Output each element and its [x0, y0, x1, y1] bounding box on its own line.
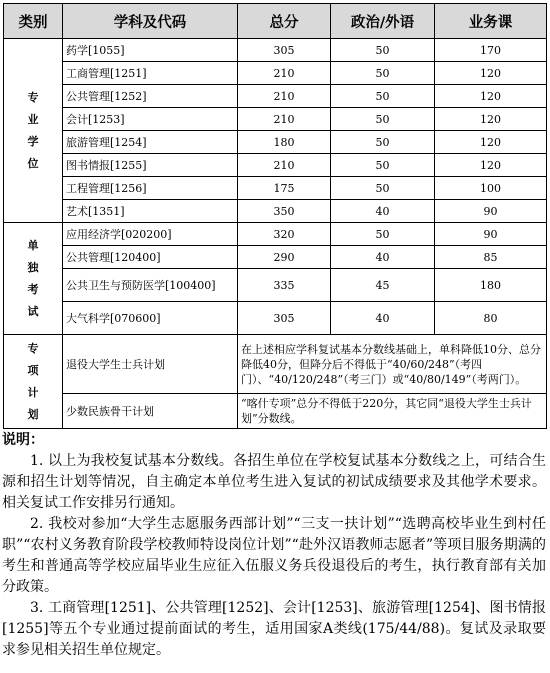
total-cell: 305	[238, 39, 331, 62]
total-cell: 210	[238, 154, 331, 177]
major-cell: 170	[435, 39, 547, 62]
politics-cell: 50	[331, 62, 435, 85]
table-row	[4, 131, 547, 154]
subject-cell: 退役大学生士兵计划	[63, 335, 238, 394]
explanation-heading: 说明：	[2, 432, 44, 448]
total-cell: 180	[238, 131, 331, 154]
table-row	[4, 62, 547, 85]
table-row	[4, 39, 547, 62]
total-cell: 335	[238, 269, 331, 302]
major-cell: 120	[435, 131, 547, 154]
major-cell: 120	[435, 62, 547, 85]
table-row	[4, 154, 547, 177]
table-row	[4, 223, 547, 246]
total-cell: 305	[238, 302, 331, 335]
category-label: 专项计划	[27, 341, 39, 421]
subject-cell: 会计[1253]	[63, 108, 238, 131]
subject-cell: 工商管理[1251]	[63, 62, 238, 85]
table-row	[4, 85, 547, 108]
subject-cell: 应用经济学[020200]	[63, 223, 238, 246]
total-cell: 210	[238, 62, 331, 85]
explanation-item: 1. 以上为我校复试基本分数线。各招生单位在学校复试基本分数线之上，可结合生源和招生计划等情况，自主确定本单位考生进入复试的初试成绩要求及其他学术要求。相关复试工作安排另行通知。	[2, 453, 546, 511]
subject-cell: 图书情报[1255]	[63, 154, 238, 177]
subject-cell: 公共卫生与预防医学[100400]	[63, 269, 238, 302]
major-cell: 90	[435, 223, 547, 246]
explanation-item: 2. 我校对参加“大学生志愿服务西部计划”“三支一扶计划”“选聘高校毕业生到村任职”“农村义务教育阶段学校教师特设岗位计划”“赴外汉语教师志愿者”等项目服务期满的考生和普通高等学校应届毕业生应征入伍服义务兵役退役后的考生，执行教育部有关加分政策。	[2, 516, 546, 595]
total-cell: 350	[238, 200, 331, 223]
major-cell: 120	[435, 154, 547, 177]
explanation-item: 3. 工商管理[1251]、公共管理[1252]、会计[1253]、旅游管理[1254]、图书情报[1255]等五个专业通过提前面试的考生，适用国家A类线(175/44/88)。复试及录取要求参见相关招生单位规定。	[2, 600, 546, 658]
subject-cell: 公共管理[120400]	[63, 246, 238, 269]
politics-cell: 50	[331, 108, 435, 131]
category-label: 单独考试	[27, 238, 39, 318]
category-professional-degree	[4, 39, 63, 223]
major-cell: 80	[435, 302, 547, 335]
politics-cell: 50	[331, 85, 435, 108]
politics-cell: 40	[331, 246, 435, 269]
major-cell: 120	[435, 85, 547, 108]
subject-cell: 少数民族骨干计划	[63, 394, 238, 429]
politics-cell: 40	[331, 200, 435, 223]
total-cell: 290	[238, 246, 331, 269]
subject-cell: 艺术[1351]	[63, 200, 238, 223]
table-row	[4, 269, 547, 302]
category-label: 专业学位	[27, 90, 39, 170]
header-subject: 学科及代码	[63, 4, 238, 39]
table-row	[4, 246, 547, 269]
table-row	[4, 394, 547, 429]
policy-note-cell: “喀什专项”总分不得低于220分，其它同“退役大学生士兵计划”分数线。	[238, 394, 547, 429]
major-cell: 85	[435, 246, 547, 269]
policy-note-cell: 在上述相应学科复试基本分数线基础上，单科降低10分、总分降低40分，但降分后不得低于“40/60/248”（考四门）、“40/120/248”（考三门）或“40/80/149”（考两门）。	[238, 335, 547, 394]
politics-cell: 50	[331, 39, 435, 62]
table-row	[4, 108, 547, 131]
category-special-plan	[4, 335, 63, 429]
major-cell: 120	[435, 108, 547, 131]
major-cell: 90	[435, 200, 547, 223]
header-politics-language: 政治/外语	[331, 4, 435, 39]
major-cell: 180	[435, 269, 547, 302]
subject-cell: 药学[1055]	[63, 39, 238, 62]
category-separate-exam	[4, 223, 63, 335]
table-header-row	[4, 4, 547, 39]
major-cell: 100	[435, 177, 547, 200]
politics-cell: 50	[331, 154, 435, 177]
table-row	[4, 200, 547, 223]
politics-cell: 40	[331, 302, 435, 335]
total-cell: 210	[238, 85, 331, 108]
politics-cell: 50	[331, 131, 435, 154]
subject-cell: 工程管理[1256]	[63, 177, 238, 200]
politics-cell: 50	[331, 223, 435, 246]
table-row	[4, 177, 547, 200]
subject-cell: 大气科学[070600]	[63, 302, 238, 335]
header-category: 类别	[4, 4, 63, 39]
header-major-course: 业务课	[435, 4, 547, 39]
subject-cell: 旅游管理[1254]	[63, 131, 238, 154]
total-cell: 210	[238, 108, 331, 131]
score-table	[3, 3, 547, 429]
table-row	[4, 302, 547, 335]
table-row	[4, 335, 547, 394]
header-total: 总分	[238, 4, 331, 39]
politics-cell: 45	[331, 269, 435, 302]
politics-cell: 50	[331, 177, 435, 200]
total-cell: 175	[238, 177, 331, 200]
subject-cell: 公共管理[1252]	[63, 85, 238, 108]
explanation-section	[2, 430, 546, 661]
total-cell: 320	[238, 223, 331, 246]
